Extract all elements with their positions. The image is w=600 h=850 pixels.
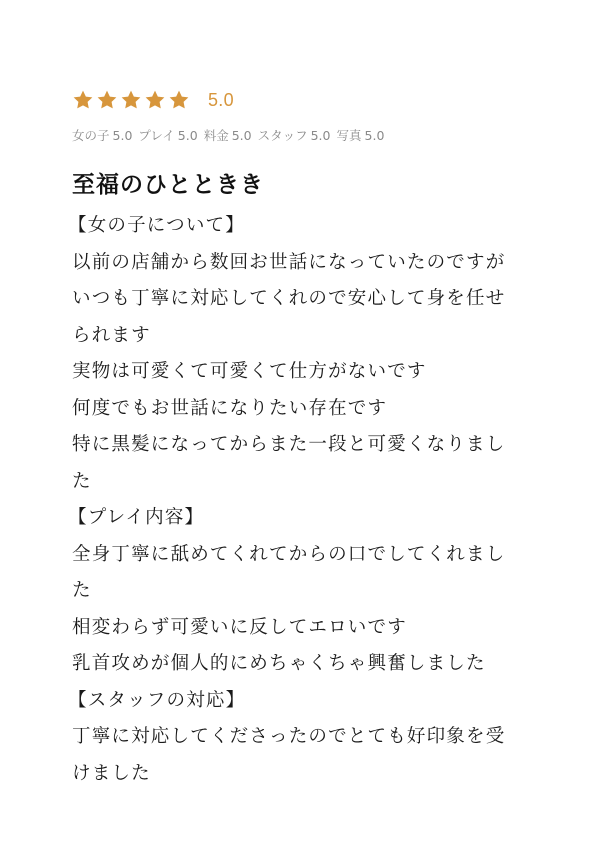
review-line: 全身丁寧に舐めてくれてからの口でしてくれまし bbox=[72, 543, 506, 565]
sub-rating-price bbox=[204, 126, 252, 144]
review-card bbox=[68, 86, 542, 792]
review-line: た bbox=[72, 470, 92, 492]
review-line: 実物は可愛くて可愛くて仕方がないです bbox=[72, 361, 427, 382]
review-line: 以前の店舗から数回お世話になっていたのですが bbox=[72, 251, 506, 273]
rating-row bbox=[72, 86, 542, 114]
sub-rating-label: プレイ bbox=[138, 128, 175, 143]
star-icon bbox=[120, 89, 142, 111]
section-heading: 【女の子について】 bbox=[68, 215, 245, 236]
review-line: られます bbox=[72, 324, 151, 346]
sub-rating-label: スタッフ bbox=[257, 128, 308, 143]
sub-rating-value: 5.0 bbox=[364, 128, 385, 143]
sub-rating-value: 5.0 bbox=[231, 128, 252, 143]
review-line: けました bbox=[72, 762, 151, 784]
sub-rating-play bbox=[138, 126, 197, 144]
review-line: 特に黒髪になってからまた一段と可愛くなりまし bbox=[72, 434, 506, 455]
section-heading: 【スタッフの対応】 bbox=[68, 689, 246, 711]
review-title: 至福のひとときき bbox=[72, 172, 264, 198]
sub-rating-label: 料金 bbox=[203, 128, 229, 143]
review-line: 相変わらず可愛いに反してエロいです bbox=[72, 616, 407, 638]
star-icon bbox=[96, 89, 118, 111]
review-body bbox=[68, 208, 542, 792]
sub-rating-photo bbox=[337, 126, 385, 144]
sub-rating-label: 女の子 bbox=[72, 128, 110, 143]
star-icon bbox=[168, 89, 190, 111]
sub-rating-staff bbox=[258, 126, 331, 144]
review-line: 丁寧に対応してくださったのでとても好印象を受 bbox=[72, 726, 506, 747]
review-line: 何度でもお世話になりたい存在です bbox=[72, 397, 388, 419]
section-heading: 【プレイ内容】 bbox=[68, 507, 205, 528]
sub-rating-value: 5.0 bbox=[112, 128, 133, 143]
overall-score: 5.0 bbox=[208, 89, 234, 110]
review-line: た bbox=[72, 580, 92, 601]
star-icon bbox=[144, 89, 166, 111]
sub-ratings bbox=[72, 126, 542, 144]
sub-rating-girl bbox=[72, 126, 132, 144]
star-rating bbox=[72, 89, 192, 111]
star-icon bbox=[72, 89, 94, 111]
sub-rating-value: 5.0 bbox=[310, 128, 331, 143]
review-line: いつも丁寧に対応してくれので安心して身を任せ bbox=[72, 288, 506, 309]
review-line: 乳首攻めが個人的にめちゃくちゃ興奮しました bbox=[72, 653, 486, 674]
sub-rating-label: 写真 bbox=[336, 128, 362, 143]
sub-rating-value: 5.0 bbox=[177, 128, 198, 143]
